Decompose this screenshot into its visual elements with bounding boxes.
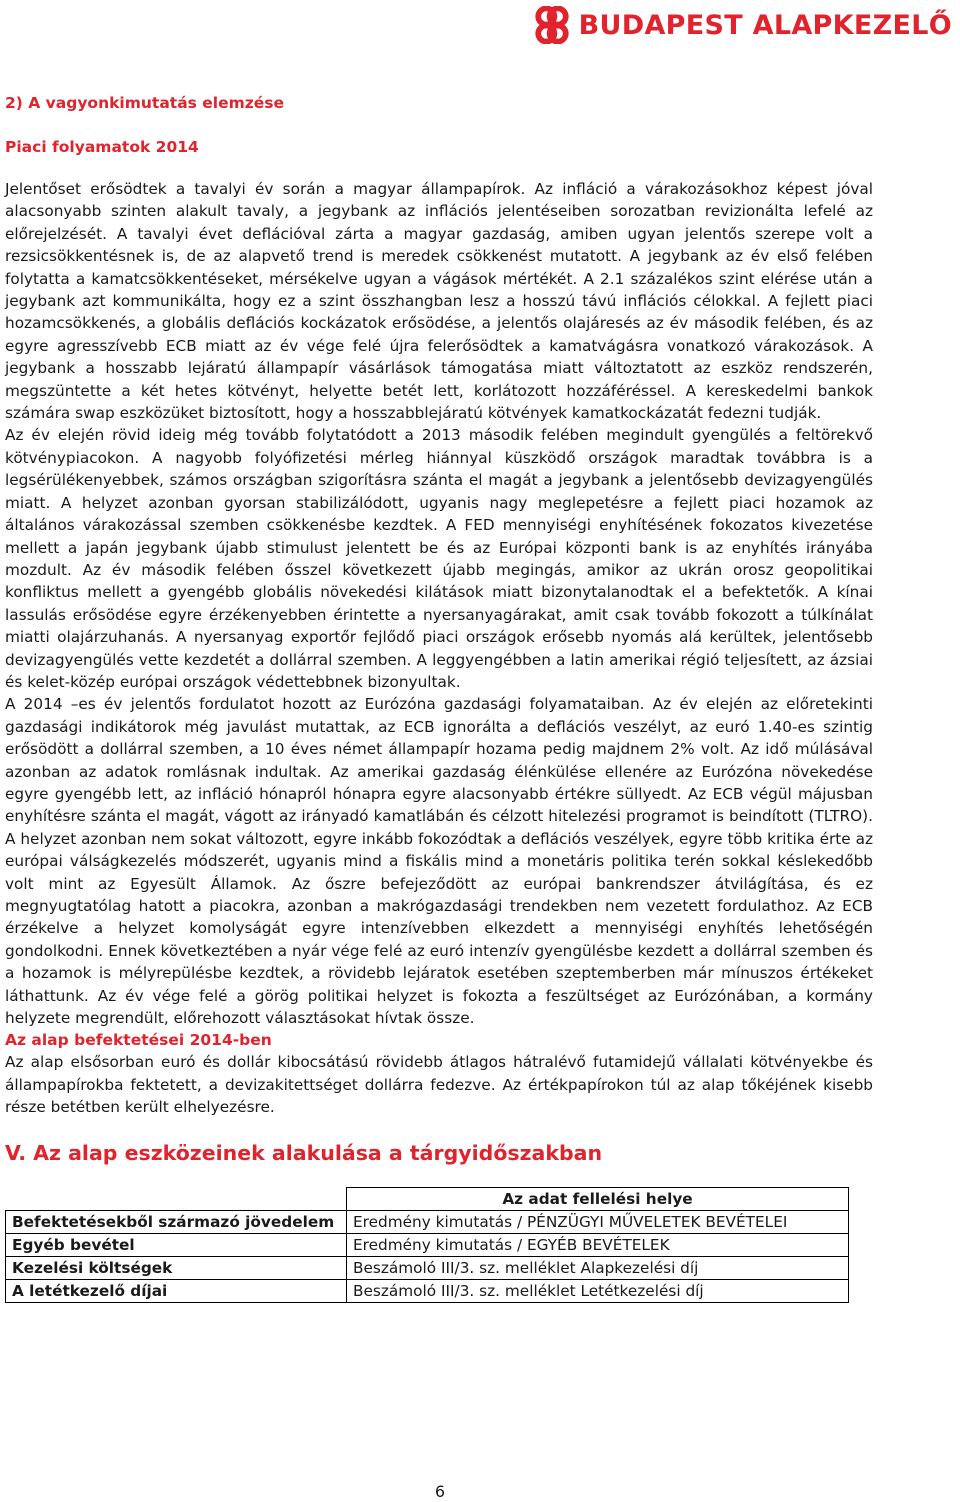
table-row-label: Egyéb bevétel [6,1233,347,1256]
table-row-source: Eredmény kimutatás / PÉNZÜGYI MŰVELETEK BEVÉTELEI [347,1210,849,1233]
table-row-label: Befektetésekből származó jövedelem [6,1210,347,1233]
logo-text: BUDAPEST ALAPKEZELŐ [578,9,952,41]
company-logo [533,6,952,44]
paragraph-hungarian-market: Jelentőset erősödtek a tavalyi év során a magyar állampapírok. Az infláció a várakozásokhoz képest jóval alacsonyabb szinten alakult tavaly, a jegybank az inflációs jelentéseiben sorozatban revizionálta lefelé az előrejelzését. A tavalyi évet deflációval zárta a magyar gazdaság, amiben ugyan jelentős szerepe volt a rezsicsökkentésnek is, de az alapvető trend is meredek csökkenést mutatott. A jegybank az év első felében folytatta a kamatcsökkentéseket, mérsékelve ugyan a vágások mértékét. A 2.1 százalékos szint elérése után a jegybank azt kommunikálta, hogy ez a szint összhangban lesz a hosszú távú inflációs célokkal. A fejlett piaci hozamcsökkenés, a globális deflációs kockázatok erősödése, a jelentős olajáresés az év második felében, és az egyre agresszívebb ECB miatt az év vége felé újra felerősödtek a kamatvágásra vonatkozó várakozások. A jegybank a hosszabb lejáratú állampapír vásárlások támogatása miatt változtatott az eszköz rendszerén, megszüntette a két hetes kötvényt, helyette betét lett, korlátozott hozzáféréssel. A kereskedelmi bankok számára swap eszközüket biztosított, hogy a hosszabblejáratú kötvények kamatkockázatát fedezni tudják. [5,180,873,423]
market-subtitle: Piaci folyamatok 2014 [5,138,199,156]
table-row [6,1256,849,1279]
page-number: 6 [434,1482,446,1501]
table-row-source: Eredmény kimutatás / EGYÉB BEVÉTELEK [347,1233,849,1256]
table-row-source: Beszámoló III/3. sz. melléklet Letétkezelési díj [347,1279,849,1302]
section-title: 2) A vagyonkimutatás elemzése [5,94,285,112]
table-row-source: Beszámoló III/3. sz. melléklet Alapkezelési díj [347,1256,849,1279]
table-empty-cell [6,1187,347,1210]
data-source-table [5,1187,849,1303]
table-header: Az adat fellelési helye [347,1187,849,1210]
paragraph-emerging-markets: Az év elején rövid ideig még tovább folytatódott a 2013 második felében megindult gyengülés a feltörekvő kötvénypiacokon. A nagyobb folyófizetési mérleg hiánnyal küszködő országok maradtak továbbra is a legsérülékenyebbek, számos országban szigorításra szánta el magát a jegybank a jelentősebb devizagyengülés miatt. A helyzet azonban gyorsan stabilizálódott, ugyanis nagy meglepetésre a fejlett piaci hozamok az általános várakozással szemben csökkenésbe kezdtek. A FED mennyiségi enyhítésének fokozatos kivezetése mellett a japán jegybank újabb stimulust jelentett be és az Európai központi bank is az enyhítés irányába mozdult. Az év második felében ősszel következett újabb megingás, amikor az ukrán orosz geopolitikai konfliktus mellett a gyengébb globális növekedési kilátások miatt bizonytalanodtak el a befektetők. A kínai lassulás erősödése egyre érzékenyebben érintette a nyersanyagárakat, amit csak tovább fokozott a túlkínálat miatti olajárzuhanás. A nyersanyag exportőr fejlődő piaci országok erősebb nyomás alá kerültek, jelentősebb devizagyengülés vette kezdetét a dollárral szemben. A leggyengébben a latin amerikai régió teljesített, az ázsiai és kelet-közép európai országok védettebbnek bizonyultak. [5,426,873,691]
paragraph-eurozone: A 2014 –es év jelentős fordulatot hozott az Eurózóna gazdasági folyamataiban. Az év elején az előretekinti gazdasági indikátorok még javulást mutattak, az ECB ignorálta a deflációs veszélyt, az euró 1.40-es szintig erősödött a dollárral szemben, a 10 éves német állampapír hozama pedig majdnem 2% volt. Az idő múlásával azonban az adatok romlásnak indultak. Az amerikai gazdaság élénkülése ellenére az Eurózóna növekedése egyre gyengébb lett, az infláció hónapról hónapra egyre alacsonyabb értékre süllyedt. Az ECB végül májusban enyhítésre szánta el magát, vágott az irányadó kamatlábán és célzott hitelezési programot is beindított (TLTRO). A helyzet azonban nem sokat változott, egyre inkább fokozódtak a deflációs veszélyek, egyre több kritika érte az európai válságkezelés módszerét, ugyanis mind a fiskális mind a monetáris politika terén sokkal késlekedőbb volt mint az Egyesült Államok. Az őszre befejeződött az európai bankrendszer átvilágítása, és ez megnyugtatólag hatott a piacokra, azonban a makrógazdasági trendekben nem vezetett fordulathoz. Az ECB érzékelve a helyzet komolyságát egyre intenzívebben elkezdett a mennyiségi enyhítés lehetőségén gondolkodni. Ennek következtében a nyár vége felé az euró intenzív gyengülésbe kezdett a dollárral szemben és a hozamok is mélyrepülésbe kezdtek, a rövidebb lejáratok esetében szeptemberben már mínuszos értékeket láthattunk. Az év vége felé a görög politikai helyzet is fokozta a feszültséget az Eurózónában, a kormány helyzete megrendült, előrehozott választásokat hívtak össze. [5,695,873,1028]
table-row [6,1233,849,1256]
table-row-label: Kezelési költségek [6,1256,347,1279]
budapest-alapkezelo-logo-icon [533,6,571,44]
document-body [5,92,873,1303]
paragraph-investments: Az alap elsősorban euró és dollár kibocsátású rövidebb átlagos hátralévő futamidejű vállalati kötvényekbe és állampapírokba fektetett, a devizakitettséget dollárra fedezve. Az értékpapírokon túl az alap tőkéjének kisebb része betétben került elhelyezésre. [5,1053,873,1117]
table-row [6,1279,849,1302]
table-row [6,1210,849,1233]
table-row-label: A letétkezelő díjai [6,1279,347,1302]
table-header-row [6,1187,849,1210]
investments-title: Az alap befektetései 2014-ben [5,1031,272,1050]
assets-title: V. Az alap eszközeinek alakulása a tárgyidőszakban [5,1140,603,1165]
